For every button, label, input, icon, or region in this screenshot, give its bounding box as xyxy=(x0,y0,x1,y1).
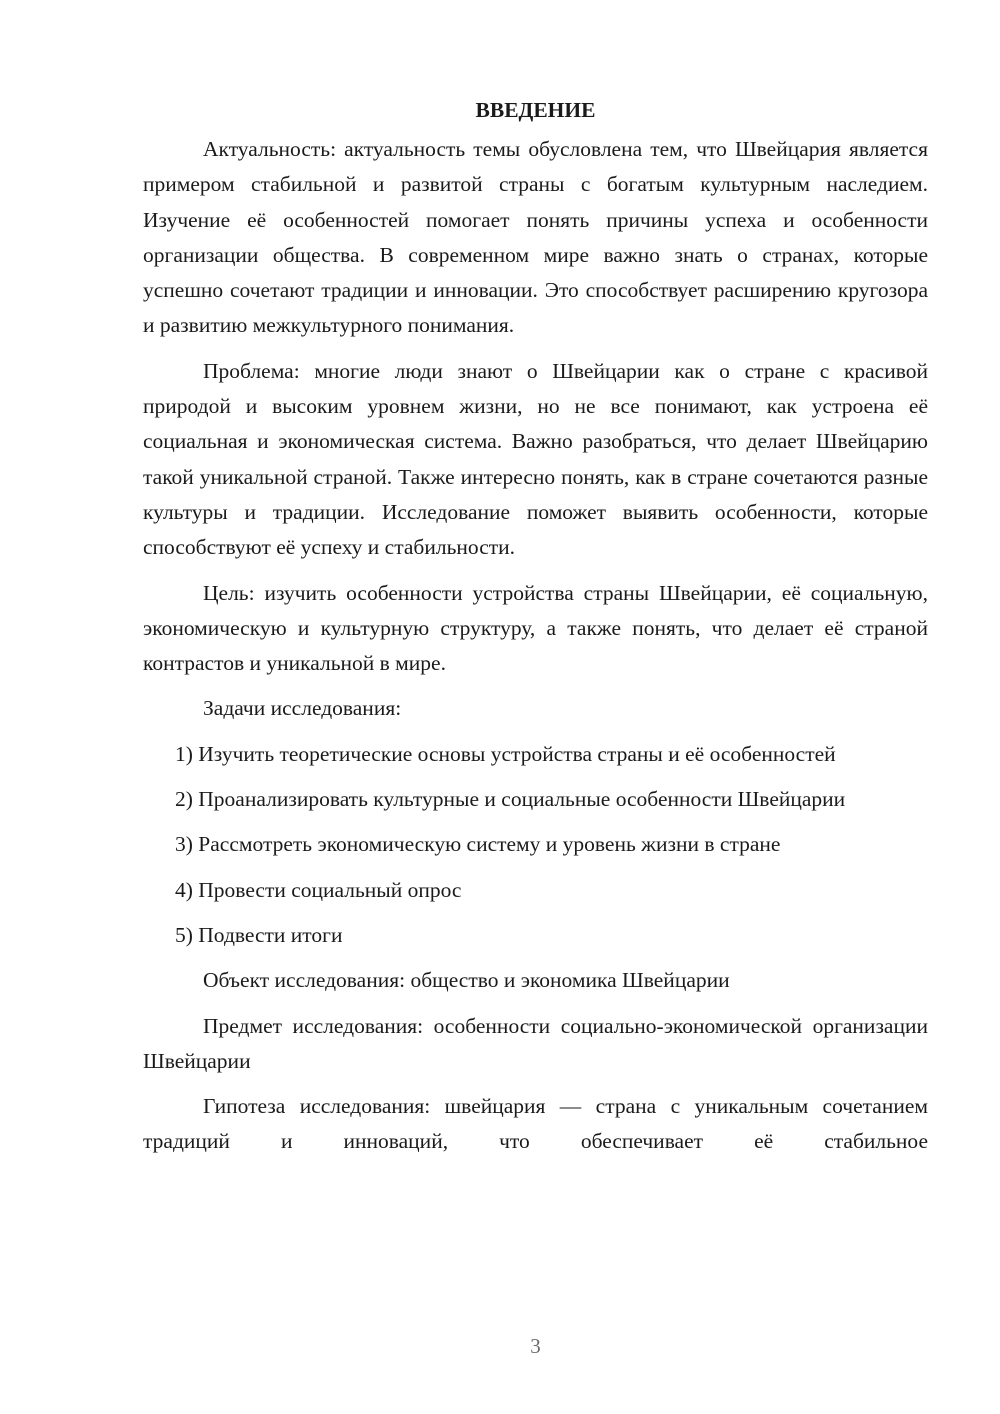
task-item-2: 2) Проанализировать культурные и социальные особенности Швейцарии xyxy=(175,787,846,812)
paragraph-object: Объект исследования: общество и экономика Швейцарии xyxy=(203,968,730,993)
page-number: 3 xyxy=(530,1334,541,1358)
paragraph-hypothesis: Гипотеза исследования: швейцария — страна с уникальным сочетанием традиций и инноваций, что обеспечивает её стабильное xyxy=(143,1094,928,1154)
paragraph-goal: Цель: изучить особенности устройства страны Швейцарии, её социальную, экономическую и культурную структуру, а также понять, что делает её страной контрастов и уникальной в мире. xyxy=(143,580,928,676)
task-item-1: 1) Изучить теоретические основы устройства страны и её особенностей xyxy=(175,741,836,766)
task-item-4: 4) Провести социальный опрос xyxy=(175,877,462,902)
tasks-heading: Задачи исследования: xyxy=(203,696,402,721)
task-item-5: 5) Подвести итоги xyxy=(175,922,343,947)
document-title: ВВЕДЕНИЕ xyxy=(475,98,596,122)
task-item-3: 3) Рассмотреть экономическую систему и уровень жизни в стране xyxy=(175,832,781,857)
document-page xyxy=(143,92,928,1170)
paragraph-problem: Проблема: многие люди знают о Швейцарии как о стране с красивой природой и высоким уровнем жизни, но не все понимают, как устроена её социальная и экономическая система. Важно разобраться, что делает Швейцарию такой уникальной страной. Также интересно понять, как в стране сочетаются разные культуры и традиции. Исследование поможет выявить особенности, которые способствуют её успеху и стабильности. xyxy=(143,358,928,560)
paragraph-relevance: Актуальность: актуальность темы обусловлена тем, что Швейцария является примером стабильной и развитой страны с богатым культурным наследием. Изучение её особенностей помогает понять причины успеха и особенности организации общества. В современном мире важно знать о странах, которые успешно сочетают традиции и инновации. Это способствует расширению кругозора и развитию межкультурного понимания. xyxy=(143,137,928,338)
paragraph-subject: Предмет исследования: особенности социально-экономической организации Швейцарии xyxy=(143,1013,928,1073)
